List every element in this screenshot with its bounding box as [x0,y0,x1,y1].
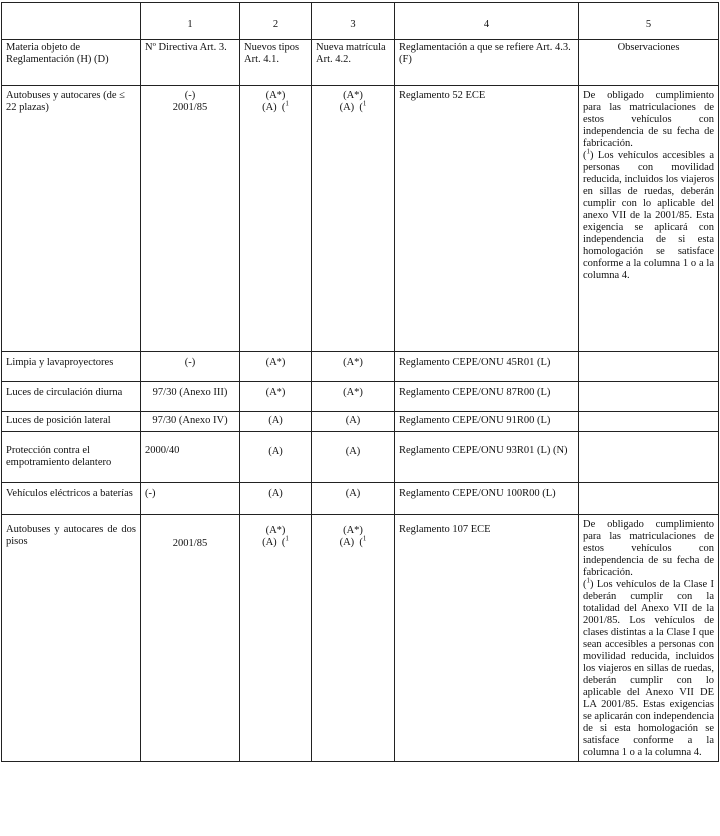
header-observations: Observaciones [579,40,719,86]
cell-regulation: Reglamento CEPE/ONU 45R01 (L) [395,352,579,382]
cell-new-types: (A) [240,483,312,515]
cell-new-registration: (A*) [312,352,395,382]
footnote-mark: ( [359,102,363,113]
cell-new-registration: (A) [312,432,395,483]
new-types-value: (A) [262,537,277,548]
cell-directive: 2001/85 [141,515,240,762]
cell-subject: Autobuses y autocares de dos pisos [2,515,141,762]
cell-observations [579,352,719,382]
footnote-mark: ( [281,537,286,548]
cell-new-types: (A) [240,432,312,483]
column-number-1: 1 [141,3,240,40]
directive-top: (-) [184,90,196,101]
cell-new-types [240,86,312,352]
header-subject: Materia objeto de Reglamentación (H) (D) [2,40,141,86]
table-row [2,352,719,382]
cell-regulation: Reglamento CEPE/ONU 87R00 (L) [395,382,579,412]
column-number-3: 3 [312,3,395,40]
footnote-mark: ( [359,537,363,548]
footnote-mark: ( [583,150,587,161]
cell-regulation: Reglamento 107 ECE [395,515,579,762]
observation-text: ) Los vehículos accesibles a personas con movilidad reducida, incluidos los viajeros en sillas de ruedas, deberán cumplir con lo aplicable del anexo VII de la 2001/85. Esta exigencia se aplicará con independencia de si esta homologación se satisface conforme a la columna 1 o a la columna 4. [583,150,714,281]
header-new-types: Nuevos tipos Art. 4.1. [240,40,312,86]
cell-new-types: (A*) [240,352,312,382]
column-number-5: 5 [579,3,719,40]
new-reg-footnote [316,99,390,114]
table-row [2,86,719,352]
table-row [2,432,719,483]
observation-text: De obligado cumplimiento para las matriculaciones de estos vehículos con independencia de su fecha de fabricación. [583,90,714,149]
table-row [2,382,719,412]
regulation-table [1,2,719,762]
cell-regulation: Reglamento CEPE/ONU 100R00 (L) [395,483,579,515]
new-reg-footnote [316,534,390,549]
cell-new-types [240,515,312,762]
cell-new-types: (A) [240,412,312,432]
cell-observations [579,483,719,515]
column-number-row [2,3,719,40]
cell-observations [579,432,719,483]
column-number-0 [2,3,141,40]
new-reg-value: (A) [339,102,355,113]
cell-directive: (-) [141,483,240,515]
cell-subject: Luces de circulación diurna [2,382,141,412]
cell-new-registration: (A) [312,483,395,515]
cell-new-registration: (A*) [312,382,395,412]
footnote-number: 1 [285,99,289,108]
cell-directive [141,86,240,352]
footnote-number: 1 [285,534,289,543]
cell-observations [579,412,719,432]
cell-directive: 97/30 (Anexo III) [141,382,240,412]
cell-new-registration [312,515,395,762]
header-regulation: Reglamentación a que se refiere Art. 4.3. (F) [395,40,579,86]
header-directive: Nº Directiva Art. 3. [141,40,240,86]
observation-text: ) Los vehículos de la Clase I deberán cumplir con la totalidad del Anexo VII de la 2001/85. Los vehículos de clases distintas a la Clase I que sean accesibles a personas con movilidad reducida, incluidos los viajeros en sillas de ruedas, deberán cumplir con lo aplicable del Anexo VII DE LA 2001/85. Estas exigencias se aplicarán con independencia de si esta homologación se satisface conforme a la columna 1 o a la columna 4. [583,579,714,758]
cell-regulation: Reglamento 52 ECE [395,86,579,352]
footnote-number: 1 [586,576,590,585]
cell-directive: (-) [141,352,240,382]
new-types-value: (A*) [265,525,286,536]
cell-subject: Autobuses y autocares (de ≤ 22 plazas) [2,86,141,352]
table-row [2,515,719,762]
directive-bottom: 2001/85 [172,102,208,113]
footnote-number: 1 [362,534,367,543]
observation-footnote [583,147,714,282]
footnote-number: 1 [362,99,367,108]
new-types-footnote [244,99,307,114]
new-types-value: (A*) [265,90,286,101]
header-row [2,40,719,86]
footnote-mark: ( [281,102,286,113]
observation-text: De obligado cumplimiento para las matriculaciones de estos vehículos con independencia de su fecha de fabricación. [583,519,714,578]
cell-regulation: Reglamento CEPE/ONU 91R00 (L) [395,412,579,432]
table-row [2,483,719,515]
footnote-mark: ( [583,579,587,590]
column-number-4: 4 [395,3,579,40]
new-reg-value: (A*) [343,525,363,536]
footnote-number: 1 [586,147,590,156]
cell-observations [579,515,719,762]
cell-subject: Limpia y lavaproyectores [2,352,141,382]
cell-subject: Luces de posición lateral [2,412,141,432]
cell-new-types: (A*) [240,382,312,412]
cell-observations [579,382,719,412]
header-new-registration: Nueva matrícula Art. 4.2. [312,40,395,86]
new-reg-value: (A) [339,537,355,548]
cell-subject: Protección contra el empotramiento delantero [2,432,141,483]
cell-regulation: Reglamento CEPE/ONU 93R01 (L) (N) [395,432,579,483]
cell-new-registration [312,86,395,352]
column-number-2: 2 [240,3,312,40]
cell-new-registration: (A) [312,412,395,432]
cell-observations [579,86,719,352]
cell-directive: 2000/40 [141,432,240,483]
cell-subject: Vehículos eléctricos a baterías [2,483,141,515]
table-row [2,412,719,432]
new-types-value: (A) [262,102,277,113]
observation-footnote [583,576,714,759]
cell-directive: 97/30 (Anexo IV) [141,412,240,432]
new-reg-value: (A*) [343,90,363,101]
new-types-footnote [244,534,307,549]
